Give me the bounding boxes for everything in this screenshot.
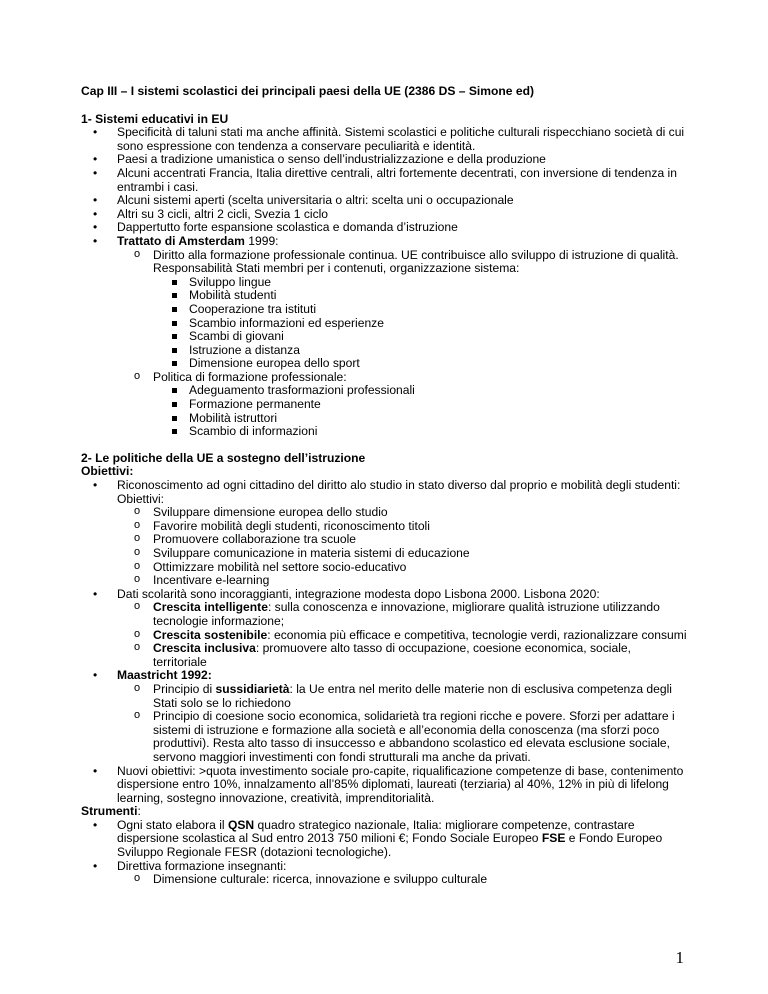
sub-list-item <box>117 629 687 643</box>
sub-list-item <box>117 371 687 439</box>
section-2-heading: 2- Le politiche della UE a sostegno dell’istruzione <box>81 450 366 465</box>
qsn-term: QSN <box>227 817 255 832</box>
crescita-label: Crescita inclusiva <box>153 641 256 656</box>
obiettivi-label: Obiettivi: <box>81 464 134 479</box>
politica-text: Politica di formazione professionale: <box>153 369 347 384</box>
politica-items <box>153 384 687 438</box>
sub-list-item: o Promuovere collaborazione tra scuole <box>117 533 687 547</box>
document-title: Cap III – I sistemi scolastici dei principali paesi della UE (2386 DS – Simone ed) <box>81 84 535 98</box>
nested-list-item: Scambi di giovani <box>153 330 687 344</box>
maastricht-label: Maastricht 1992: <box>117 668 212 683</box>
document-body <box>81 85 687 887</box>
section-1-heading: 1- Sistemi educativi in EU <box>81 111 229 126</box>
crescita-text: : economia più efficace e competitiva, tecnologie verdi, razionalizzare consumi <box>267 627 687 642</box>
sub-list-item: o Ottimizzare mobilità nel settore socio-educativo <box>117 561 687 575</box>
section-2-list <box>81 479 687 805</box>
list-item-riconoscimento <box>81 479 687 588</box>
sub-list-item <box>117 683 687 710</box>
diritto-items <box>153 276 687 371</box>
direttiva-text: Direttiva formazione insegnanti: <box>117 858 287 873</box>
diritto-text: Diritto alla formazione professionale continua. UE contribuisce allo sviluppo di istruzione di qualità. Responsabilità Stati membri per i contenuti, organizzazione sistema: <box>153 247 679 276</box>
list-item-direttiva <box>81 860 687 887</box>
nested-list-item: Scambio informazioni ed esperienze <box>153 317 687 331</box>
nested-list-item: Scambio di informazioni <box>153 425 687 439</box>
strumenti-label: Strumenti <box>81 804 138 819</box>
strumenti-list <box>81 819 687 887</box>
list-item-maastricht <box>81 669 687 764</box>
nested-list-item: Formazione permanente <box>153 398 687 412</box>
nested-list-item: Mobilità studenti <box>153 289 687 303</box>
maastricht-items <box>117 683 687 765</box>
sub-list-item: o Dimensione culturale: ricerca, innovazione e sviluppo culturale <box>117 873 687 887</box>
sub-list-item <box>117 249 687 371</box>
strumenti-colon: : <box>137 804 141 819</box>
crescita-label: Crescita intelligente <box>153 600 268 615</box>
riconoscimento-text: Riconoscimento ad ogni cittadino del diritto alo studio in stato diverso dal proprio e mobilità degli studenti: Obiettivi: <box>117 478 681 506</box>
qsn-text: quadro strategico nazionale, Italia: migliorare competenze, contrastare dispersione scolastica al Sud entro 2013 750 milioni €; Fondo Sociale Europeo <box>117 817 635 846</box>
fse-term: FSE <box>541 831 566 846</box>
amsterdam-sublist <box>117 249 687 439</box>
amsterdam-label: Trattato di Amsterdam <box>117 233 245 248</box>
sub-list-item: o Sviluppare dimensione europea dello studio <box>117 506 687 520</box>
spacer <box>81 439 687 452</box>
sub-list-item: o Principio di coesione socio economica, solidarietà tra regioni ricche e povere. Sforzi per adattare i sistemi di istruzione e formazione alla società e all’economia della conoscenza (ma sforzi poco produttivi). Resta alto tasso di insuccesso e abbandono scolastico ed elevata esclusione sociale, servono maggiori investimenti con fondi strutturali ma anche da privati. <box>117 710 687 764</box>
sub-list-item: o Sviluppare comunicazione in materia sistemi di educazione <box>117 547 687 561</box>
crescita-items <box>117 601 687 669</box>
riconoscimento-items <box>117 506 687 588</box>
sussidiarieta-term: sussidiarietà <box>215 681 290 696</box>
sub-list-item <box>117 642 687 669</box>
dati-text: Dati scolarità sono incoraggianti, integrazione modesta dopo Lisbona 2000. Lisbona 2020: <box>117 586 600 601</box>
qsn-text: Ogni stato elabora il <box>117 817 228 832</box>
qsn-text: e Fondo Europeo Sviluppo Regionale FESR (dotazioni tecnologiche). <box>117 831 663 860</box>
sub-list-item <box>117 601 687 628</box>
nested-list-item: Mobilità istruttori <box>153 412 687 426</box>
principio-text: Principio di <box>153 681 216 696</box>
nested-list-item: Adeguamento trasformazioni professionali <box>153 384 687 398</box>
list-item: • Dappertutto forte espansione scolastica e domanda d’istruzione <box>81 221 687 235</box>
nested-list-item: Dimensione europea dello sport <box>153 357 687 371</box>
crescita-text: : sulla conoscenza e innovazione, migliorare qualità istruzione utilizzando tecnologie informazione; <box>153 600 660 628</box>
nested-list-item: Istruzione a distanza <box>153 344 687 358</box>
direttiva-items <box>117 873 687 887</box>
list-item: • Nuovi obiettivi: >quota investimento sociale pro-capite, riqualificazione competenze di base, contenimento dispersione entro 10%, innalzamento all’85% diplomati, laureati (terziaria) al 40%, 12% in più di lifelong learning, sostegno innovazione, creatività, imprenditorialità. <box>81 765 687 806</box>
page-number: 1 <box>675 948 684 967</box>
amsterdam-year: 1999: <box>244 233 279 248</box>
crescita-label: Crescita sostenibile <box>153 627 268 642</box>
list-item-amsterdam <box>81 235 687 439</box>
strumenti-heading <box>81 805 687 819</box>
nested-list-item: Cooperazione tra istituti <box>153 303 687 317</box>
section-1-list <box>81 126 687 439</box>
sub-list-item: o Favorire mobilità degli studenti, riconoscimento titoli <box>117 520 687 534</box>
principio-text: : la Ue entra nel merito delle materie non di esclusiva competenza degli Stati solo se lo richiedono <box>153 681 672 710</box>
list-item: • Paesi a tradizione umanistica o senso dell’industrializzazione e della produzione <box>81 153 687 167</box>
list-item: • Specificità di taluni stati ma anche affinità. Sistemi scolastici e politiche culturali rispecchiano società di cui sono espressione con tendenza a conservare peculiarità e identità. <box>81 126 687 153</box>
nested-list-item: Sviluppo lingue <box>153 276 687 290</box>
list-item-qsn <box>81 819 687 860</box>
list-item: • Altri su 3 cicli, altri 2 cicli, Svezia 1 ciclo <box>81 208 687 222</box>
list-item: • Alcuni accentrati Francia, Italia direttive centrali, altri fortemente decentrati, con inversione di tendenza in entrambi i casi. <box>81 167 687 194</box>
list-item: • Alcuni sistemi aperti (scelta universitaria o altri: scelta uni o occupazionale <box>81 194 687 208</box>
crescita-text: : promuovere alto tasso di occupazione, coesione economica, sociale, territoriale <box>153 641 631 669</box>
list-item-dati <box>81 588 687 670</box>
sub-list-item: o Incentivare e-learning <box>117 574 687 588</box>
